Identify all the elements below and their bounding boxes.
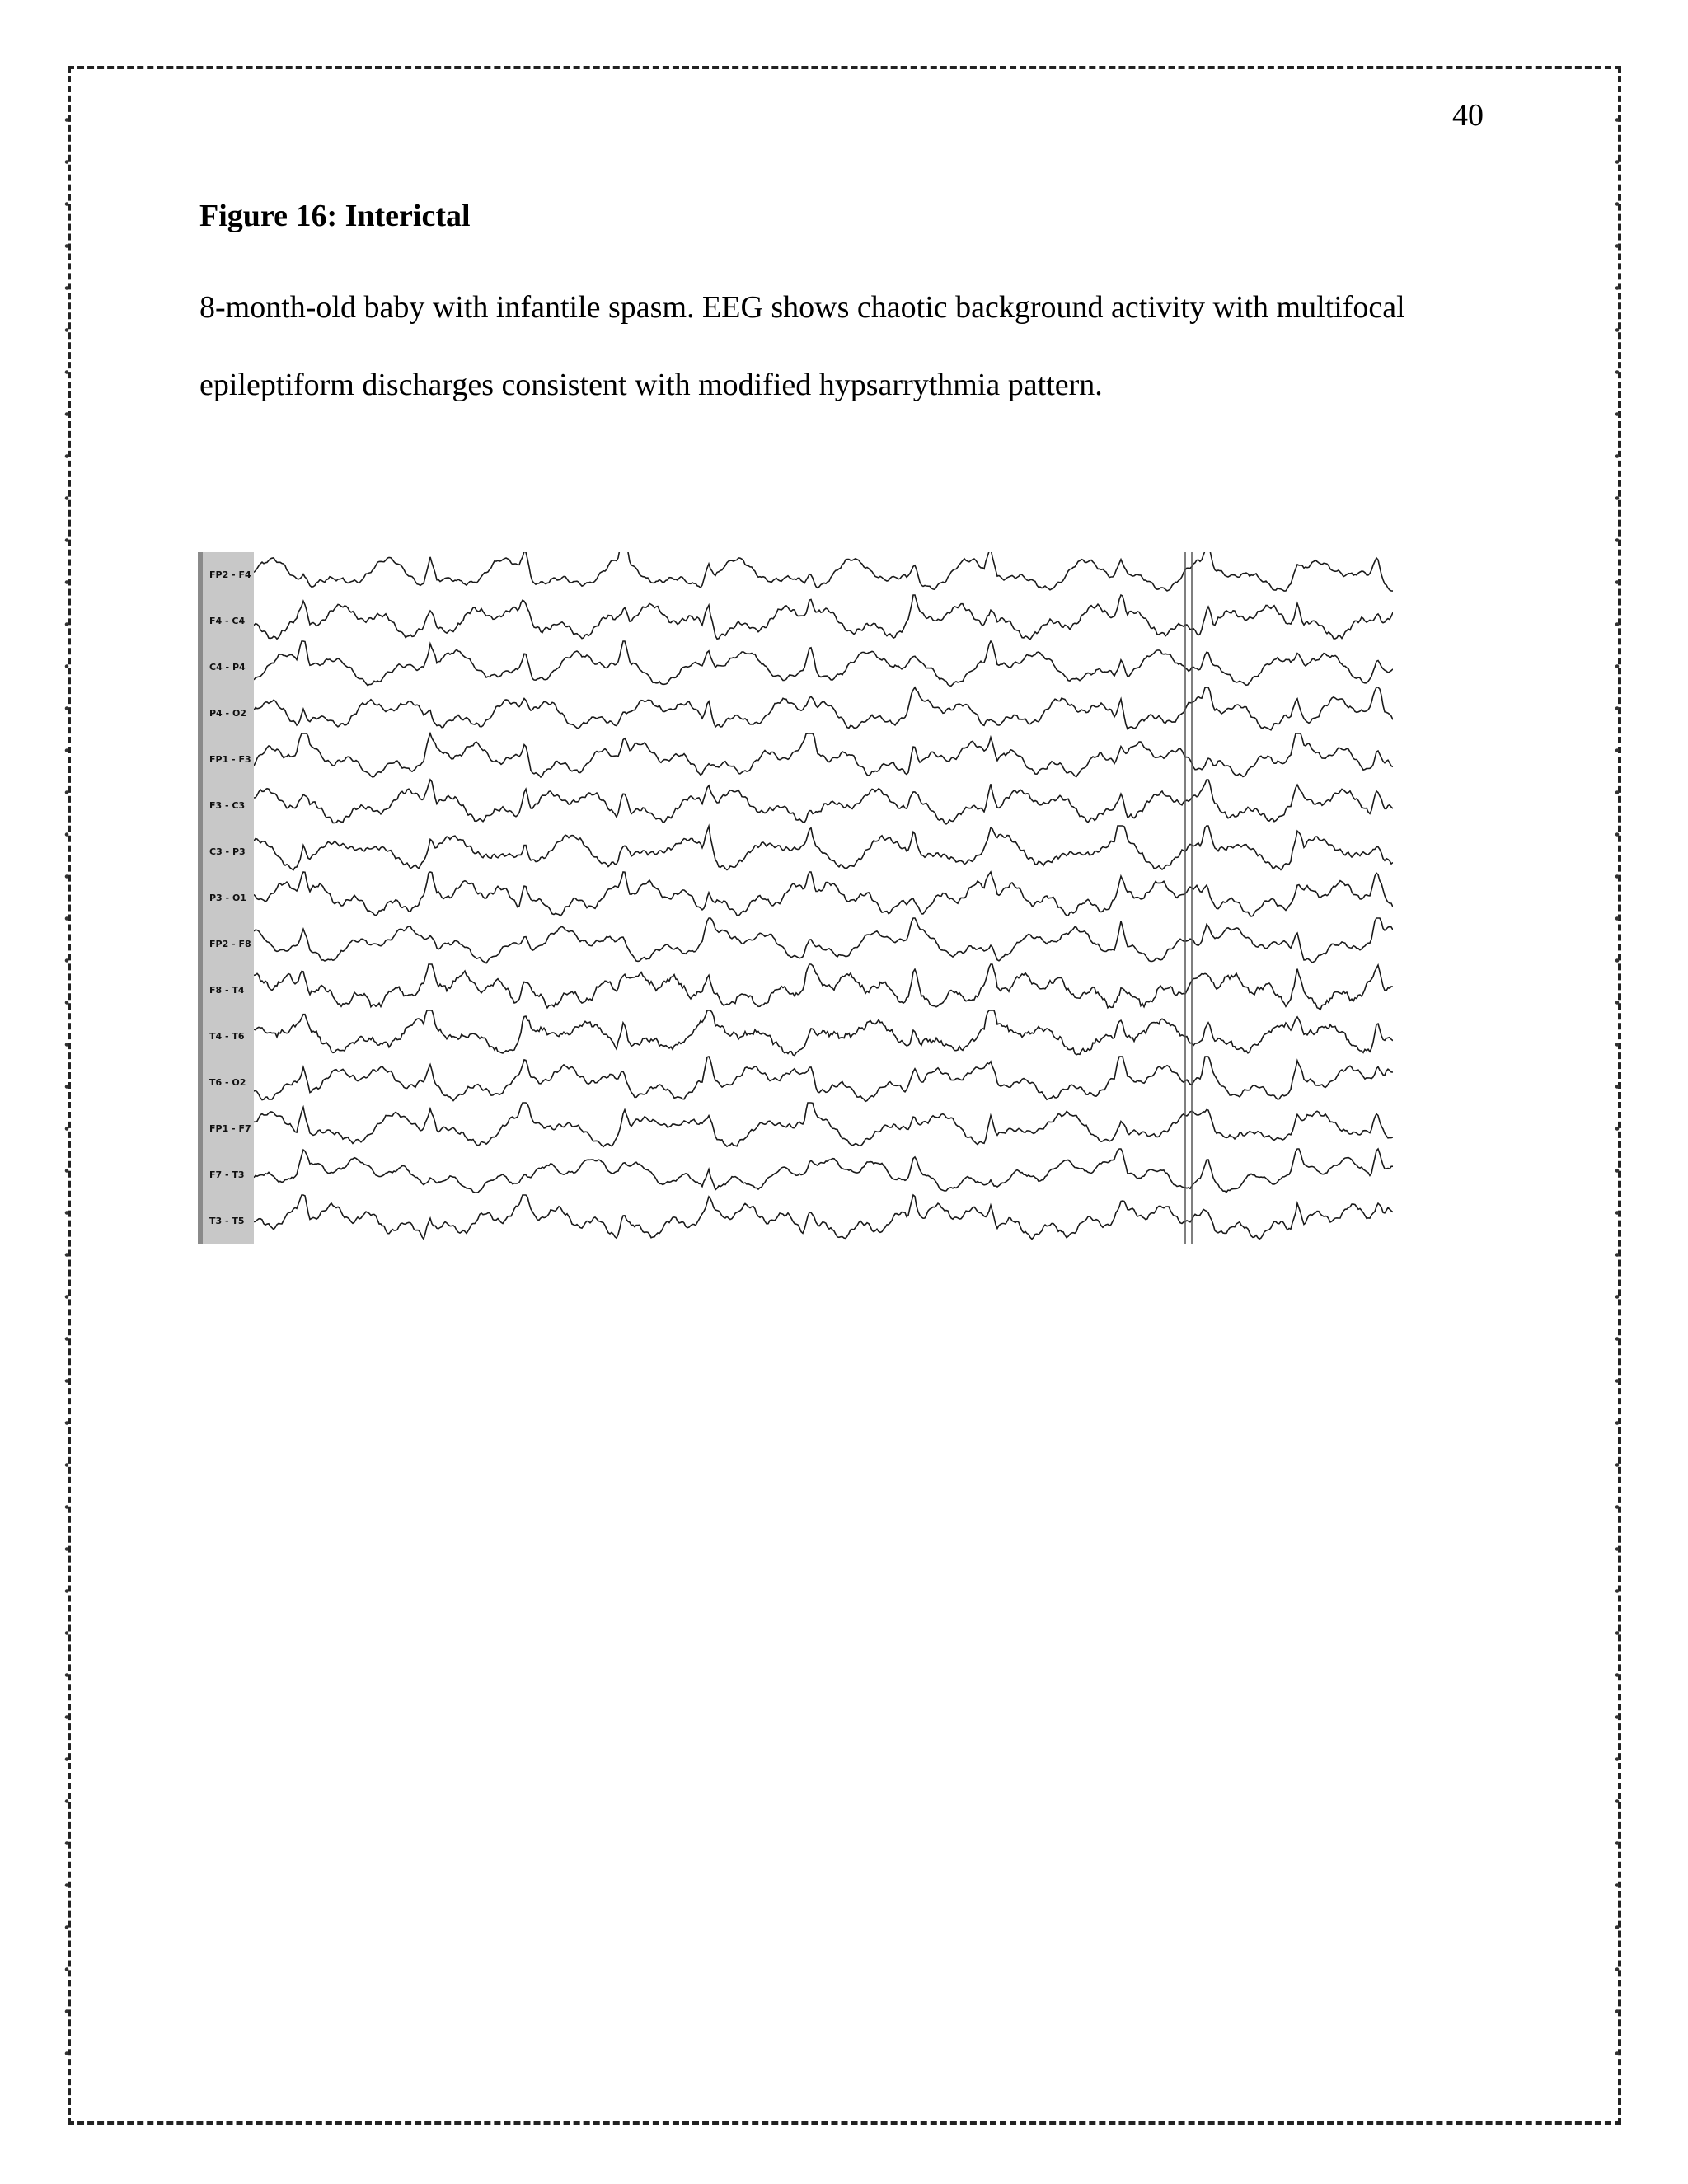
channel-label: F3 - C3 <box>209 800 246 811</box>
page-number: 40 <box>1452 98 1484 133</box>
channel-label-strip <box>198 552 254 1244</box>
eeg-trace <box>254 964 1393 1010</box>
channel-label: T3 - T5 <box>209 1216 245 1226</box>
channel-label: FP1 - F7 <box>209 1123 251 1134</box>
eeg-trace <box>254 918 1393 963</box>
channel-label: FP1 - F3 <box>209 754 251 765</box>
figure-caption <box>199 269 1518 424</box>
eeg-trace <box>254 1195 1393 1239</box>
caption-line-2: epileptiform discharges consistent with modified hypsarrythmia pattern. <box>199 368 1103 402</box>
eeg-trace <box>254 552 1393 591</box>
eeg-trace <box>254 595 1393 640</box>
eeg-trace <box>254 687 1393 730</box>
caption-line-1: 8-month-old baby with infantile spasm. EEG shows chaotic background activity with multifocal <box>199 290 1405 325</box>
eeg-trace <box>254 872 1393 916</box>
eeg-trace <box>254 826 1393 870</box>
channel-label: T4 - T6 <box>209 1031 245 1042</box>
eeg-trace <box>254 1103 1393 1146</box>
channel-label: FP2 - F4 <box>209 569 251 580</box>
channel-label: C3 - P3 <box>209 846 246 857</box>
channel-label: T6 - O2 <box>209 1077 246 1088</box>
border-dots-left <box>64 99 69 2077</box>
channel-label: F4 - C4 <box>209 616 246 626</box>
eeg-trace <box>254 1149 1393 1193</box>
channel-label: F8 - T4 <box>209 985 245 996</box>
channel-label: FP2 - F8 <box>209 939 251 949</box>
eeg-traces <box>254 552 1393 1244</box>
channel-label: C4 - P4 <box>209 662 246 673</box>
eeg-trace <box>254 733 1393 777</box>
border-dots-right <box>1615 99 1620 2077</box>
channel-label: P3 - O1 <box>209 893 246 903</box>
channel-label: P4 - O2 <box>209 708 246 719</box>
eeg-trace <box>254 641 1393 686</box>
channel-label: F7 - T3 <box>209 1169 245 1180</box>
eeg-trace <box>254 1010 1393 1056</box>
eeg-trace <box>254 780 1393 824</box>
eeg-figure <box>198 552 1393 1244</box>
eeg-trace <box>254 1057 1393 1101</box>
figure-title: Figure 16: Interictal <box>199 199 471 233</box>
